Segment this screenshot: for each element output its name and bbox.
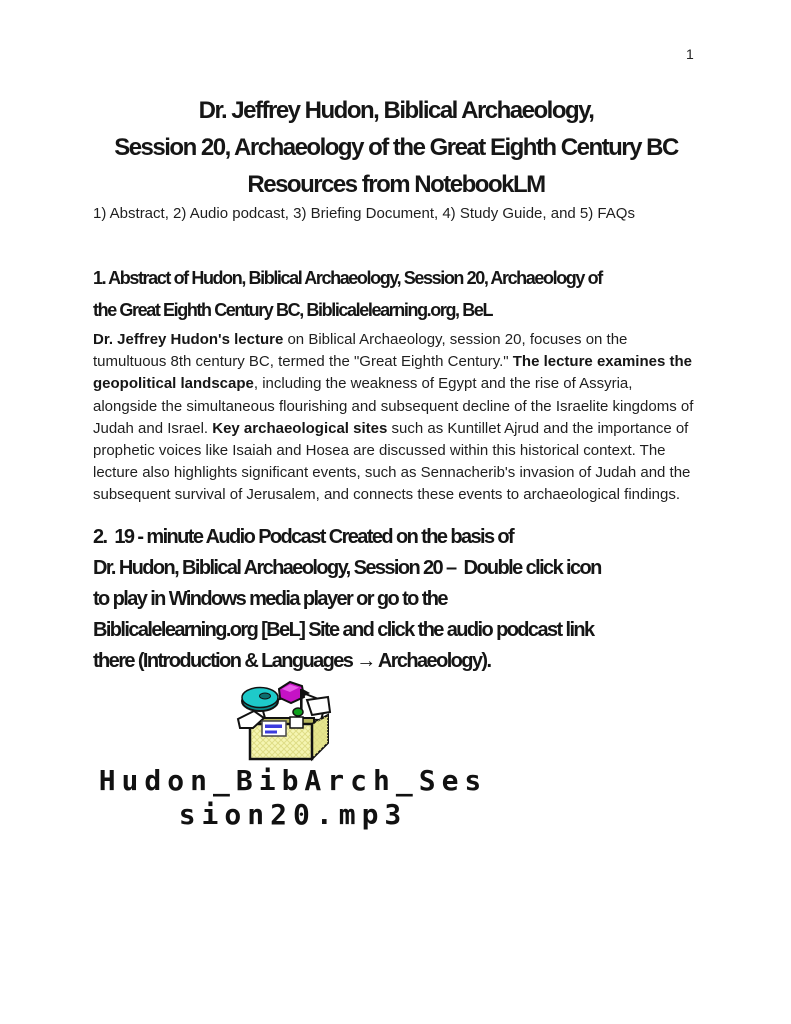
audio-filename-label[interactable]: Hudon_BibArch_Ses sion20.mp3 [98,764,488,831]
media-package-icon[interactable] [233,680,334,764]
section1-heading: 1. Abstract of Hudon, Biblical Archaeology, Session 20, Archaeology of the Great Eighth Century BC, Biblicalelearning.org, BeL [93,268,602,320]
document-title: Dr. Jeffrey Hudon, Biblical Archaeology, Session 20, Archaeology of the Great Eighth Century BC Resources from NotebookLM [114,97,678,198]
page-number: 1 [686,46,694,62]
section1-abstract-paragraph: Dr. Jeffrey Hudon's lecture on Biblical Archaeology, session 20, focuses on the tumultuous 8th century BC, termed the "Great Eighth Century." The lecture examines the geopolitical landscape, including the weakness of Egypt and the rise of Assyria, alongside the simultaneous flourishing and subsequent decline of the Israelite kingdoms of Judah and Israel. Key archaeological sites such as Kuntillet Ajrud and the importance of prophetic voices like Isaiah and Hosea are discussed within this historical context. The lecture also highlights significant events, such as Sennacherib's invasion of Judah and the subsequent survival of Jerusalem, and connects these events to archaeological findings. [93,331,694,504]
section2-heading: 2. 19 - minute Audio Podcast Created on the basis of Dr. Hudon, Biblical Archaeology, Session 20 – Double click icon to play in Windows media player or go to the Biblicalelearning.org [BeL] Site and click the audio podcast link there (Introduction & Languages → Archaeology). [93,526,601,672]
contents-line: 1) Abstract, 2) Audio podcast, 3) Briefing Document, 4) Study Guide, and 5) FAQs [93,205,635,222]
